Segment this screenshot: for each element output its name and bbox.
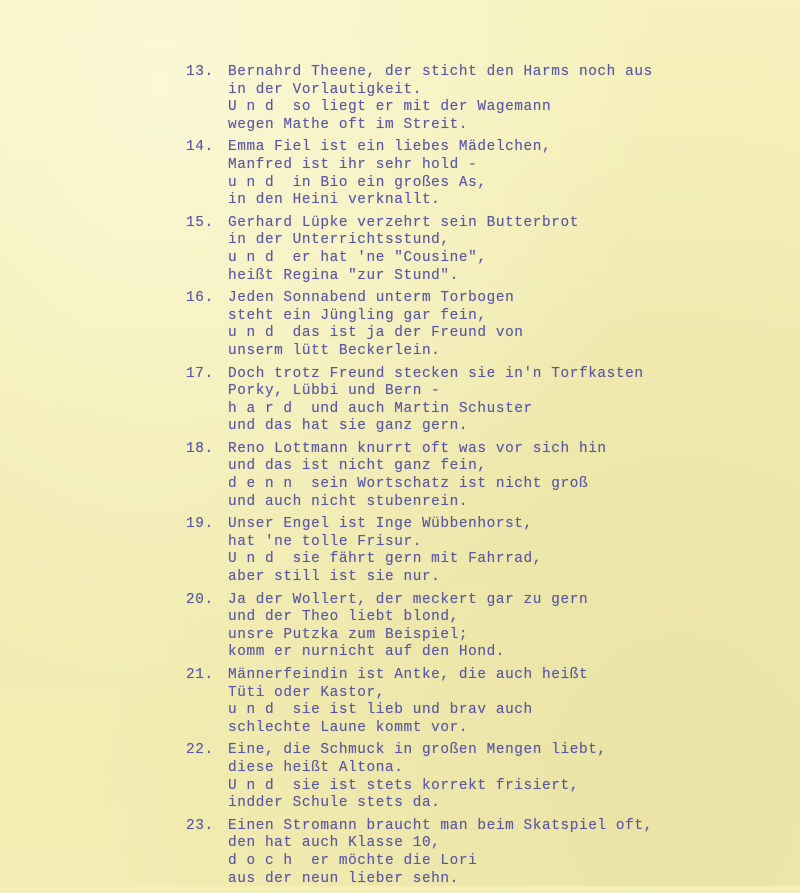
verse-line: u n d sie ist lieb und brav auch [228,702,533,719]
verse-line: aber still ist sie nur. [228,569,441,586]
verse-line: Jeden Sonnabend unterm Torbogen [228,290,515,307]
stanza-17 [186,366,786,436]
verse-line: u n d in Bio ein großes As, [228,174,487,191]
stanza-21 [186,667,786,737]
stanza-16 [186,290,786,360]
stanza-lines [228,215,786,285]
stanza-number: 15. [186,214,214,231]
verse-line: Manfred ist ihr sehr hold - [228,156,478,173]
verse-line: h a r d und auch Martin Schuster [228,400,533,417]
verse-line: unserm lütt Beckerlein. [228,342,441,359]
stanza-number: 19. [186,516,214,533]
stanza-number: 18. [186,440,214,457]
verse-line: Gerhard Lüpke verzehrt sein Butterbrot [228,214,579,231]
stanza-23 [186,818,786,888]
stanza-number: 16. [186,290,214,307]
verse-line: u n d das ist ja der Freund von [228,325,524,342]
verse-line: Emma Fiel ist ein liebes Mädelchen, [228,139,552,156]
verse-line: Unser Engel ist Inge Wübbenhorst, [228,516,533,533]
verse-line: Männerfeindin ist Antke, die auch heißt [228,667,589,683]
verse-line: steht ein Jüngling gar fein, [228,307,487,324]
stanza-number: 13. [186,64,214,80]
verse-line: unsre Putzka zum Beispiel; [228,626,469,643]
verse-line: in den Heini verknallt. [228,192,441,209]
verse-line: indder Schule stets da. [228,795,441,812]
verse-line: den hat auch Klasse 10, [228,835,441,852]
verse-line: in der Unterrichtsstund, [228,232,450,249]
verse-line: in der Vorlautigkeit. [228,81,422,98]
stanza-lines [228,290,786,360]
stanza-number: 23. [186,817,214,834]
stanza-13 [186,64,786,134]
verse-line: aus der neun lieber sehn. [228,870,459,887]
verse-line: Eine, die Schmuck in großen Mengen liebt, [228,742,607,759]
stanza-22 [186,742,786,812]
stanza-lines [228,818,786,888]
verse-line: d o c h er möchte die Lori [228,852,478,869]
verse-line: Einen Stromann braucht man beim Skatspiel oft, [228,817,653,834]
verse-line: Porky, Lübbi und Bern - [228,383,441,400]
verse-line: Reno Lottmann knurrt oft was vor sich hin [228,440,607,457]
verse-line: Doch trotz Freund stecken sie in'n Torfkasten [228,365,644,382]
stanza-lines [228,366,786,436]
verse-line: schlechte Laune kommt vor. [228,719,469,736]
verse-line: und der Theo liebt blond, [228,609,459,626]
verse-line: und das hat sie ganz gern. [228,418,469,435]
verse-line: U n d so liegt er mit der Wagemann [228,99,552,116]
stanza-14 [186,139,786,209]
verse-line: d e n n sein Wortschatz ist nicht groß [228,476,589,493]
stanza-number: 14. [186,139,214,156]
verse-line: U n d sie ist stets korrekt frisiert, [228,777,579,794]
stanza-18 [186,441,786,511]
verse-line: komm er nurnicht auf den Hond. [228,644,506,661]
stanza-lines [228,592,786,662]
poem-body [186,64,786,893]
stanza-number: 17. [186,365,214,382]
verse-line: Tüti oder Kastor, [228,684,386,701]
stanza-lines [228,667,786,737]
verse-line: und das ist nicht ganz fein, [228,458,487,475]
verse-line: Bernahrd Theene, der sticht den Harms noch aus [228,64,653,80]
verse-line: heißt Regina "zur Stund". [228,267,459,284]
verse-line: U n d sie fährt gern mit Fahrrad, [228,551,543,568]
verse-line: diese heißt Altona. [228,759,404,776]
stanza-19 [186,516,786,586]
verse-line: und auch nicht stubenrein. [228,493,469,510]
stanza-number: 20. [186,591,214,608]
stanza-number: 22. [186,742,214,759]
stanza-lines [228,742,786,812]
stanza-number: 21. [186,667,214,683]
verse-line: Ja der Wollert, der meckert gar zu gern [228,591,589,608]
stanza-20 [186,592,786,662]
verse-line: wegen Mathe oft im Streit. [228,116,469,133]
verse-line: u n d er hat 'ne "Cousine", [228,249,487,266]
verse-line: hat 'ne tolle Frisur. [228,533,422,550]
stanza-lines [228,516,786,586]
stanza-lines [228,139,786,209]
stanza-lines [228,64,786,134]
stanza-15 [186,215,786,285]
stanza-lines [228,441,786,511]
